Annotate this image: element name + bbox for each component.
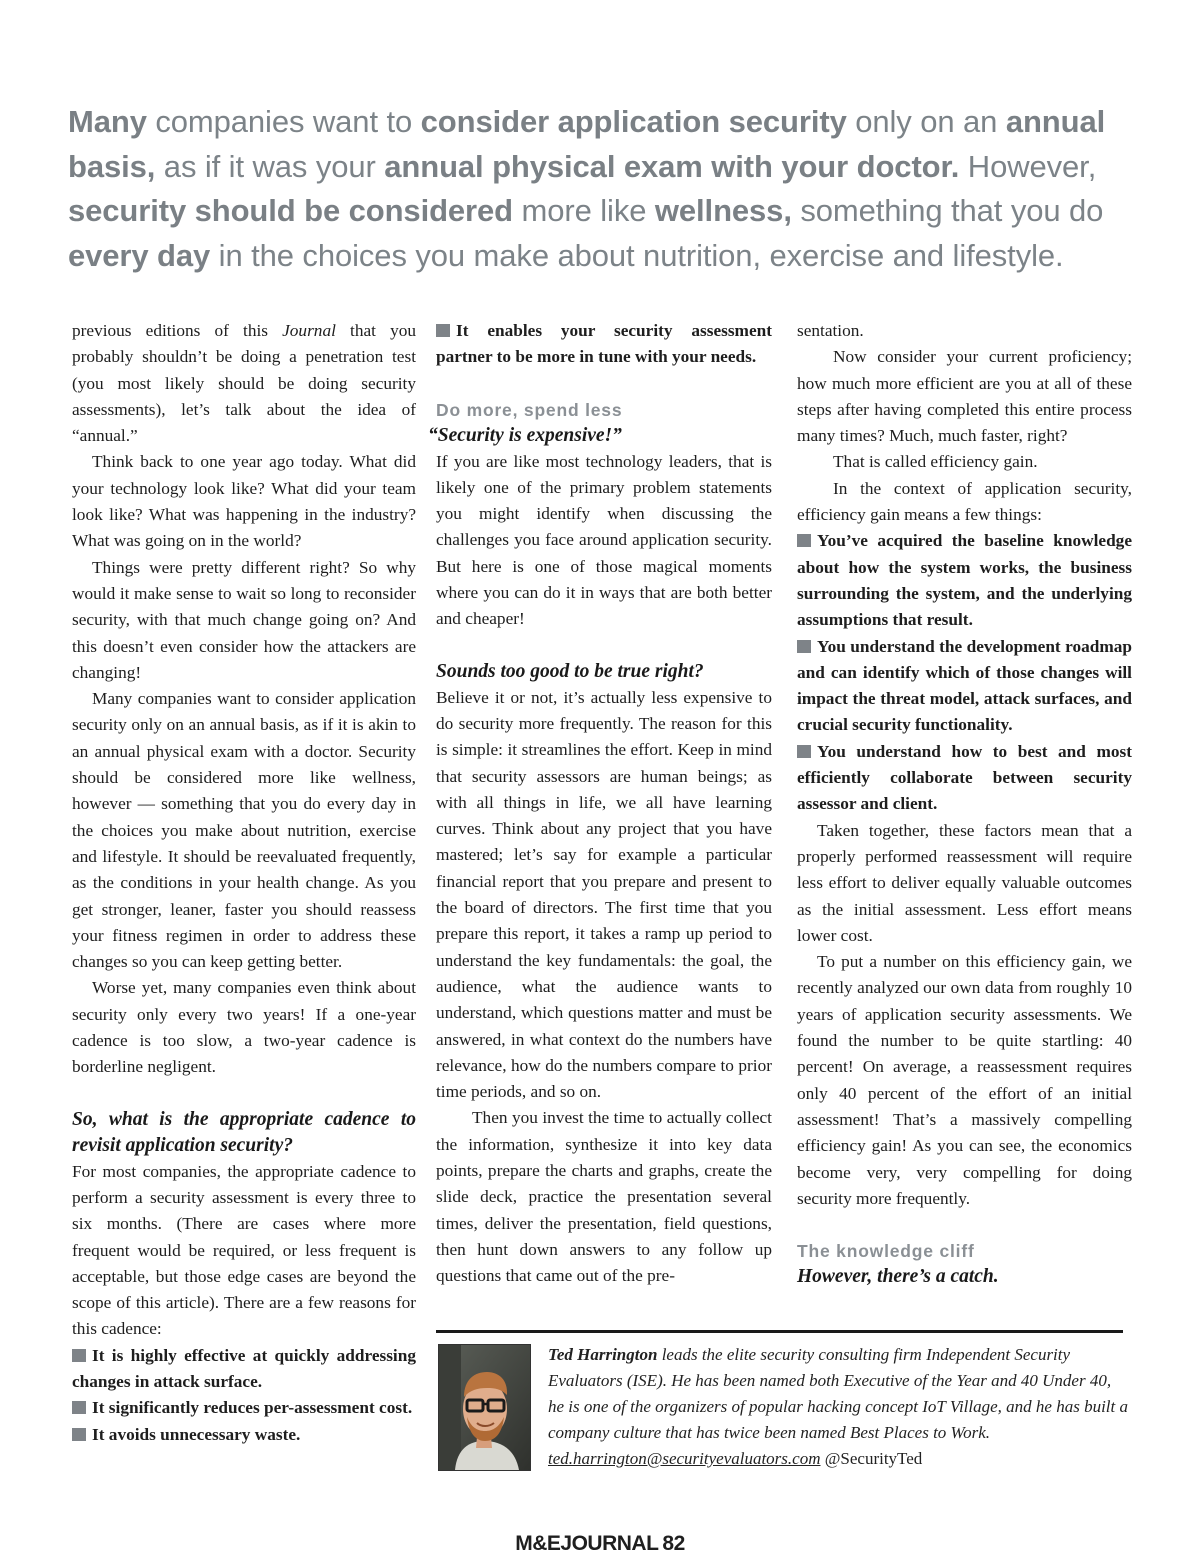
pull-quote-emph: annual basis, xyxy=(68,104,1106,184)
paragraph: To put a number on this efficiency gain, we recently analyzed our own data from roughly 10 years of application security assessments. We found the number to be quite startling: 40 percent! On average, a reassessment requires only 40 percent of the effort of an initial assessment! That’s a massively compelling efficiency gain! As you can see, the economics become very, very compelling for doing security more frequently. xyxy=(797,952,1132,1208)
author-photo xyxy=(438,1344,531,1471)
pull-quote-emph: consider application security xyxy=(420,104,847,139)
paragraph: Taken together, these factors mean that a properly performed reassessment will require less effort to deliver equally valuable outcomes as the initial assessment. Less effort means lower cost. xyxy=(797,820,1132,945)
author-bio xyxy=(548,1342,1130,1472)
bullet-item: It enables your security assessment partner to be more in tune with your needs. xyxy=(436,321,772,367)
paragraph: If you are like most technology leaders, that is likely one of the primary problem statements you might identify when discussing the challenges you face around application security. But here is one of those magical moments where you can do it in ways that are both better and cheaper! xyxy=(436,451,772,629)
paragraph: Then you invest the time to actually collect the information, synthesize it into key data points, prepare the charts and graphs, create the slide deck, practice the presentation several times, deliver the presentation, field questions, then hunt down answers to any follow up questions that came out of the pre- xyxy=(436,1108,772,1286)
bullet-square-icon xyxy=(797,745,811,758)
bullet-item: You understand how to best and most efficiently collaborate between security assessor and client. xyxy=(797,741,1132,814)
paragraph: Worse yet, many companies even think about security only every two years! If a one-year cadence is too slow, a two-year cadence is borderline negligent. xyxy=(72,978,416,1077)
bullet-square-icon xyxy=(72,1401,86,1414)
pull-quote-emph: annual physical exam with your doctor. xyxy=(384,148,960,184)
section-heading: Sounds too good to be true right? xyxy=(436,660,704,682)
pull-quote-text: in the choices you make about nutrition, exercise and lifestyle. xyxy=(210,237,1064,273)
page-number: 82 xyxy=(662,1532,685,1555)
pull-quote-text: However, xyxy=(959,148,1097,184)
bullet-square-icon xyxy=(797,534,811,547)
pull-quote-text: companies want to xyxy=(146,104,421,139)
bullet-item: It avoids unnecessary waste. xyxy=(72,1422,416,1448)
article-column-2 xyxy=(428,318,772,1290)
section-title: The knowledge cliff xyxy=(797,1241,975,1262)
bullet-item: It is highly effective at quickly addressing changes in attack surface. xyxy=(72,1345,416,1391)
section-subtitle: However, there’s a catch. xyxy=(797,1266,999,1288)
section-subtitle: “Security is expensive!” xyxy=(428,424,622,446)
paragraph: Many companies want to consider application security only on an annual basis, as if it is akin to an annual physical exam with a doctor. Security should be considered more like wellness, however — something that you do every day in the choices you make about nutrition, exercise and lifestyle. It should be reevaluated frequently, as the conditions in your health change. As you get stronger, leaner, faster you should reassess your fitness regimen in order to address these changes so you can keep getting better. xyxy=(72,689,416,972)
article-column-1 xyxy=(72,318,416,1448)
author-email-link[interactable]: ted.harrington@securityevaluators.com xyxy=(548,1449,821,1468)
pull-quote-text: as if it was your xyxy=(155,148,385,184)
author-portrait-icon xyxy=(439,1345,530,1470)
paragraph: In the context of application security, efficiency gain means a few things: xyxy=(797,478,1132,525)
bullet-square-icon xyxy=(72,1349,86,1362)
page-footer xyxy=(0,1532,1200,1556)
author-name: Ted Harrington xyxy=(548,1345,658,1364)
pull-quote-text: only on an xyxy=(846,104,1006,139)
bullet-item: It significantly reduces per-assessment cost. xyxy=(72,1395,416,1421)
paragraph: Now consider your current proficiency; how much more efficient are you at all of these steps after having completed this entire process many times? Much, much faster, right? xyxy=(797,347,1132,446)
bullet-square-icon xyxy=(797,640,811,653)
section-title: Do more, spend less xyxy=(436,399,623,420)
article-column-3 xyxy=(797,318,1132,1290)
paragraph: Things were pretty different right? So why would it make sense to wait so long to reconsider security, with that much change going on? And this doesn’t even consider how the attackers are changing! xyxy=(72,557,416,682)
pull-quote xyxy=(68,100,1140,278)
bio-divider xyxy=(436,1330,1123,1333)
journal-logo: M&EJOURNAL xyxy=(515,1532,659,1555)
paragraph: previous editions of this Journal that you probably shouldn’t be doing a penetration test (you most likely should be doing security assessments), let’s talk about the idea of “annual.” xyxy=(72,321,416,446)
section-heading: So, what is the appropriate cadence to revisit application security? xyxy=(72,1108,416,1156)
pull-quote-text: more like xyxy=(513,193,655,228)
paragraph: For most companies, the appropriate cadence to perform a security assessment is every three to six months. (There are cases where more frequent would be required, or less frequent is acceptable, but those edge cases are beyond the scope of this article). There are a few reasons for this cadence: xyxy=(72,1161,416,1339)
bullet-item: You’ve acquired the baseline knowledge about how the system works, the business surrounding the system, and the underlying assumptions that result. xyxy=(797,531,1132,630)
journal-title: Journal xyxy=(282,321,336,340)
bullet-square-icon xyxy=(72,1428,86,1441)
paragraph: Believe it or not, it’s actually less expensive to do security more frequently. The reason for this is simple: it streamlines the effort. Keep in mind that security assessors are human beings; as with all things in life, we all have learning curves. Think about any project that you have mastered; let’s say for example a particular financial report that you prepare and present to the board of directors. The first time that you prepare this report, it takes a ramp up period to understand the key fundamentals: the goal, the audience, what the audience wants to understand, which questions matter and must be answered, in what context do the numbers have relevance, how do the numbers compare to prior time periods, and so on. xyxy=(436,687,772,1102)
author-bio-text: leads the elite security consulting firm Independent Security Evaluators (ISE). He has been named both Executive of the Year and 40 Under 40, he is one of the organizers of popular hacking concept IoT Village, and he has built a company culture that has twice been named Best Places to Work. xyxy=(548,1345,1128,1442)
paragraph: Think back to one year ago today. What did your technology look like? What did your team look like? What was happening in the industry? What was going on in the world? xyxy=(72,452,416,551)
pull-quote-emph: security should be considered xyxy=(68,193,513,228)
pull-quote-text: something that you do xyxy=(791,193,1104,228)
pull-quote-emph: every day xyxy=(68,237,211,273)
paragraph: sentation. xyxy=(797,321,864,340)
pull-quote-emph: wellness, xyxy=(654,193,792,228)
pull-quote-emph: Many xyxy=(68,104,147,139)
paragraph: That is called efficiency gain. xyxy=(833,452,1038,472)
bullet-square-icon xyxy=(436,324,450,337)
author-twitter-handle: @SecurityTed xyxy=(820,1449,923,1468)
bullet-item: You understand the development roadmap and can identify which of those changes will impact the threat model, attack surfaces, and crucial security functionality. xyxy=(797,636,1132,735)
